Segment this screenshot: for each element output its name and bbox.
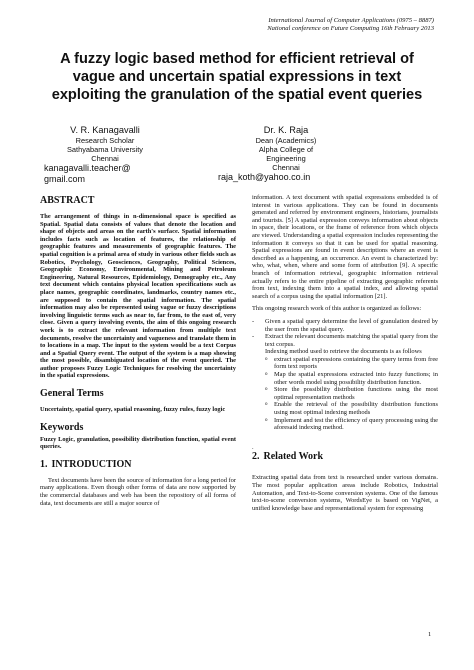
bullet-icon: o <box>265 387 268 393</box>
bullet-icon: o <box>265 417 268 423</box>
right-column <box>252 194 438 512</box>
page-number: 1 <box>428 631 432 638</box>
list-item <box>252 371 438 386</box>
keywords-text: Fuzzy Logic, granulation, possibility distribution function, spatial event queries. <box>40 435 236 451</box>
list-item <box>252 386 438 401</box>
list-item-text: Given a spatial query determine the level of granulation desired by the user from the spatial query. <box>265 317 438 333</box>
author-affiliation-line: Sathyabama University <box>67 145 143 154</box>
author-affiliation-line: Dean (Academics) <box>255 136 317 145</box>
indexing-steps-list <box>252 356 438 432</box>
journal-header <box>267 17 434 33</box>
list-item <box>252 401 438 416</box>
journal-name: International Journal of Computer Applications (0975 – 8887) <box>268 17 434 24</box>
related-work-text: Extracting spatial data from text is researched under various domains. The most popular application areas include Robotics, Industrial Automation, and Text-to-Scene conversion systems. One of the famous text-to-scene conversion systems, WordsEye is based on VigNet, a unified knowledge base and representational system for expressing <box>252 474 438 512</box>
bullet-icon: o <box>265 372 268 378</box>
section-title: Related Work <box>263 451 324 463</box>
paper-title: A fuzzy logic based method for efficient retrieval of vague and uncertain spatial expressions in text exploiting the granulation of the spatial event queries <box>51 51 423 103</box>
section-number: 1. <box>40 458 48 470</box>
introduction-heading <box>40 459 236 471</box>
author-email[interactable] <box>44 163 166 185</box>
stray-mark: . <box>252 443 254 451</box>
list-item <box>252 417 438 432</box>
research-steps-list <box>252 318 438 348</box>
section-title: INTRODUCTION <box>51 458 132 470</box>
list-item-text: Extract the relevant documents matching the spatial query from the text corpus. <box>265 333 438 348</box>
author-name: V. R. Kanagavalli <box>70 125 140 135</box>
related-work-heading <box>252 451 438 463</box>
list-item <box>252 333 438 348</box>
author-affiliation-line: Research Scholar <box>75 136 135 145</box>
general-terms-heading: General Terms <box>40 388 104 400</box>
author-affiliation-line: Chennai <box>272 163 300 172</box>
author-name: Dr. K. Raja <box>263 125 309 135</box>
section-number: 2. <box>252 451 260 463</box>
abstract-heading: ABSTRACT <box>40 195 95 206</box>
introduction-text: Text documents have been the source of information for a long period for many applications. Even though other forms of data are now supported by the commercial databases and web has been the repository of all forms of data, text documents are still a major source of <box>40 476 236 507</box>
list-item <box>252 318 438 333</box>
general-terms-text: Uncertainty, spatial query, spatial reasoning, fuzzy rules, fuzzy logic <box>40 406 226 414</box>
bullet-icon: o <box>265 356 268 362</box>
list-item-text: Store the possibility distribution functions using the most optimal representation methods <box>274 386 438 401</box>
indexing-intro: Indexing method used to retrieve the documents is as follows <box>265 348 422 356</box>
list-item-text: Map the spatial expressions extracted into fuzzy functions; in other words model using possibility distribution function. <box>274 371 438 386</box>
author-block-2 <box>208 125 364 183</box>
conference-name: National conference on Future Computing 16th February 2013 <box>267 25 434 32</box>
author-email-line: kanagavalli.teacher@ <box>44 163 131 173</box>
list-item-text: Enable the retrieval of the possibility distribution functions using most optimal indexing methods <box>274 401 438 417</box>
left-column <box>40 195 236 507</box>
organization-intro: This ongoing research work of this author is organized as follows: <box>252 305 422 313</box>
body-paragraph: information. A text document with spatial expressions embedded is of interest in various applications. They can be found in documents generated and referred by environment engineers, historians, journalists and tourists. [5] A spatial expression conveys information about objects in space, their locations, or the frame of reference from which objects are viewed. Understanding a spatial expression includes representing the information it conveys so that it can be used for spatial reasoning. Spatial expressions are found in event descriptions where an event is described as a happening, an occurrence. An event is characterized by: who, what, when, where and some form of attribution [9]. A specific branch of information retrieval, geographic information retrieval actually refers to the entire pipeline of extracting geographic referents from text, indexing them into a spatial index, and allowing spatial search of a corpus using the spatial information [21]. <box>252 194 438 300</box>
author-block-1 <box>44 125 166 185</box>
list-marker: - <box>252 333 255 341</box>
author-affiliation-line: Alpha College of <box>258 145 314 154</box>
abstract-text: The arrangement of things in n-dimensional space is specified as Spatial. Spatial data consists of values that denote the location and shape of objects and areas on the earth's surface. Spatial information includes facts such as location of features, the relationship of geographic features and measurements of geographic features. The spatial cognition is a primal area of study in various other fields such as Robotics, Psychology, Geosciences, Geography, Political Sciences, Geographic Economy, Environmental, Mining and Petroleum Engineering, Natural Resources, Epidemiology, Demography etc., Any text document which contains physical location specifications such as place names, geographic coordinates, landmarks, country names etc., are supposed to contain the spatial information. The spatial information may also be represented using vague or fuzzy descriptions involving linguistic terms such as near to, far from, to the east of, very close. Given a query involving events, the aim of this ongoing research work is to extract the relevant information from multiple text documents, resolve the uncertainty and vagueness and translate them in to locations in a map. The input to the system would be a text Corpus and a Spatial Query event. The output of the system is a map showing the most possible, disambiguated location of the event queried. The author proposes Fuzzy Logic Techniques for resolving the uncertainty in the spatial expressions. <box>40 213 236 380</box>
keywords-heading: Keywords <box>40 421 84 433</box>
list-marker: - <box>252 317 255 325</box>
author-email[interactable] <box>208 172 364 183</box>
bullet-icon: o <box>265 402 268 408</box>
author-affiliation-line: Chennai <box>91 154 119 163</box>
author-email-line: gmail.com <box>44 174 86 184</box>
author-email-line: raja_koth@yahoo.co.in <box>218 172 311 182</box>
list-item <box>252 356 438 371</box>
author-affiliation-line: Engineering <box>266 154 306 163</box>
list-item-text: extract spatial expressions containing the query terms from free form text reports <box>274 355 438 371</box>
list-item-text: Implement and test the efficiency of query processing using the aforesaid indexing method. <box>274 416 438 432</box>
